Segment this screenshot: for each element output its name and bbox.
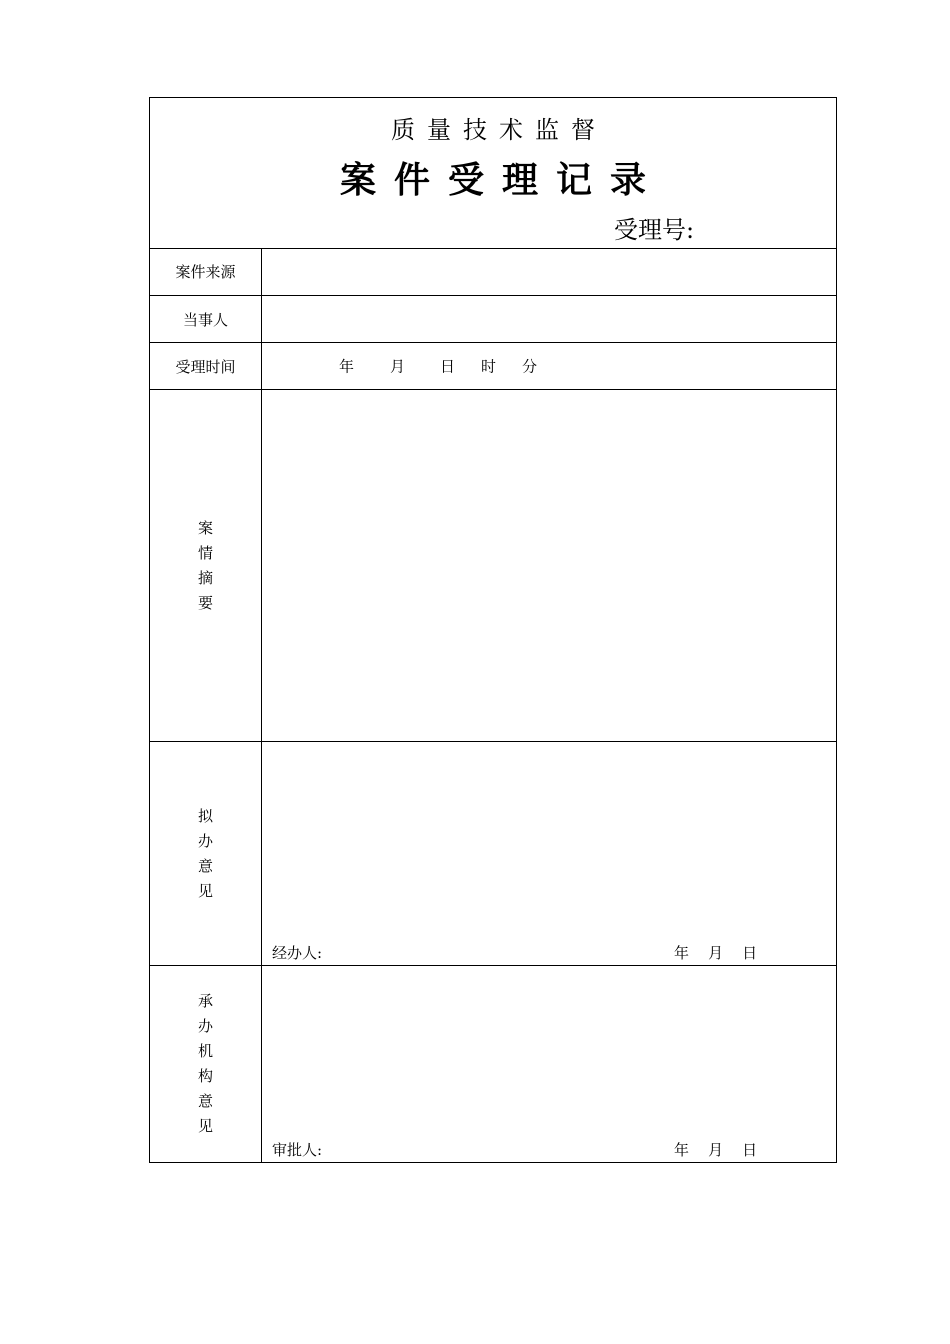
form-title: 案件受理记录 [339,159,664,201]
time-hour-unit: 时 [481,357,497,376]
proposal-label-text: 拟办意见 [197,806,213,900]
approver-date: 年 月 日 [674,1141,758,1159]
case-number-label: 受理号: [614,216,695,244]
case-acceptance-form [149,97,837,1163]
time-minute-unit: 分 [522,357,538,376]
row-case-source [150,248,836,296]
case-source-label: 案件来源 [150,248,262,295]
handler-signature-label: 经办人: [272,944,323,962]
row-case-summary [150,390,836,742]
row-acceptance-time [150,343,836,390]
form-header [150,98,836,249]
row-proposal [150,742,836,966]
time-day-unit: 日 [440,357,456,376]
proposal-label [150,742,262,965]
time-year-unit: 年 [339,357,355,376]
acceptance-time-field[interactable] [262,343,836,389]
handler-date: 年 月 日 [674,944,758,962]
agency-opinion-label-text: 承办机构意见 [197,992,213,1135]
time-month-unit: 月 [390,357,406,376]
approver-signature-label: 审批人: [272,1141,323,1159]
case-summary-label [150,390,262,741]
proposal-field[interactable] [262,742,836,965]
case-summary-field[interactable] [262,390,836,741]
party-field[interactable] [262,296,836,342]
agency-opinion-label [150,966,262,1162]
party-label: 当事人 [150,296,262,342]
row-agency-opinion [150,966,836,1162]
acceptance-time-label: 受理时间 [150,343,262,389]
agency-opinion-field[interactable] [262,966,836,1162]
form-subtitle: 质量技术监督 [391,116,607,144]
case-summary-label-text: 案情摘要 [197,518,213,612]
row-party [150,296,836,343]
case-source-field[interactable] [262,248,836,295]
